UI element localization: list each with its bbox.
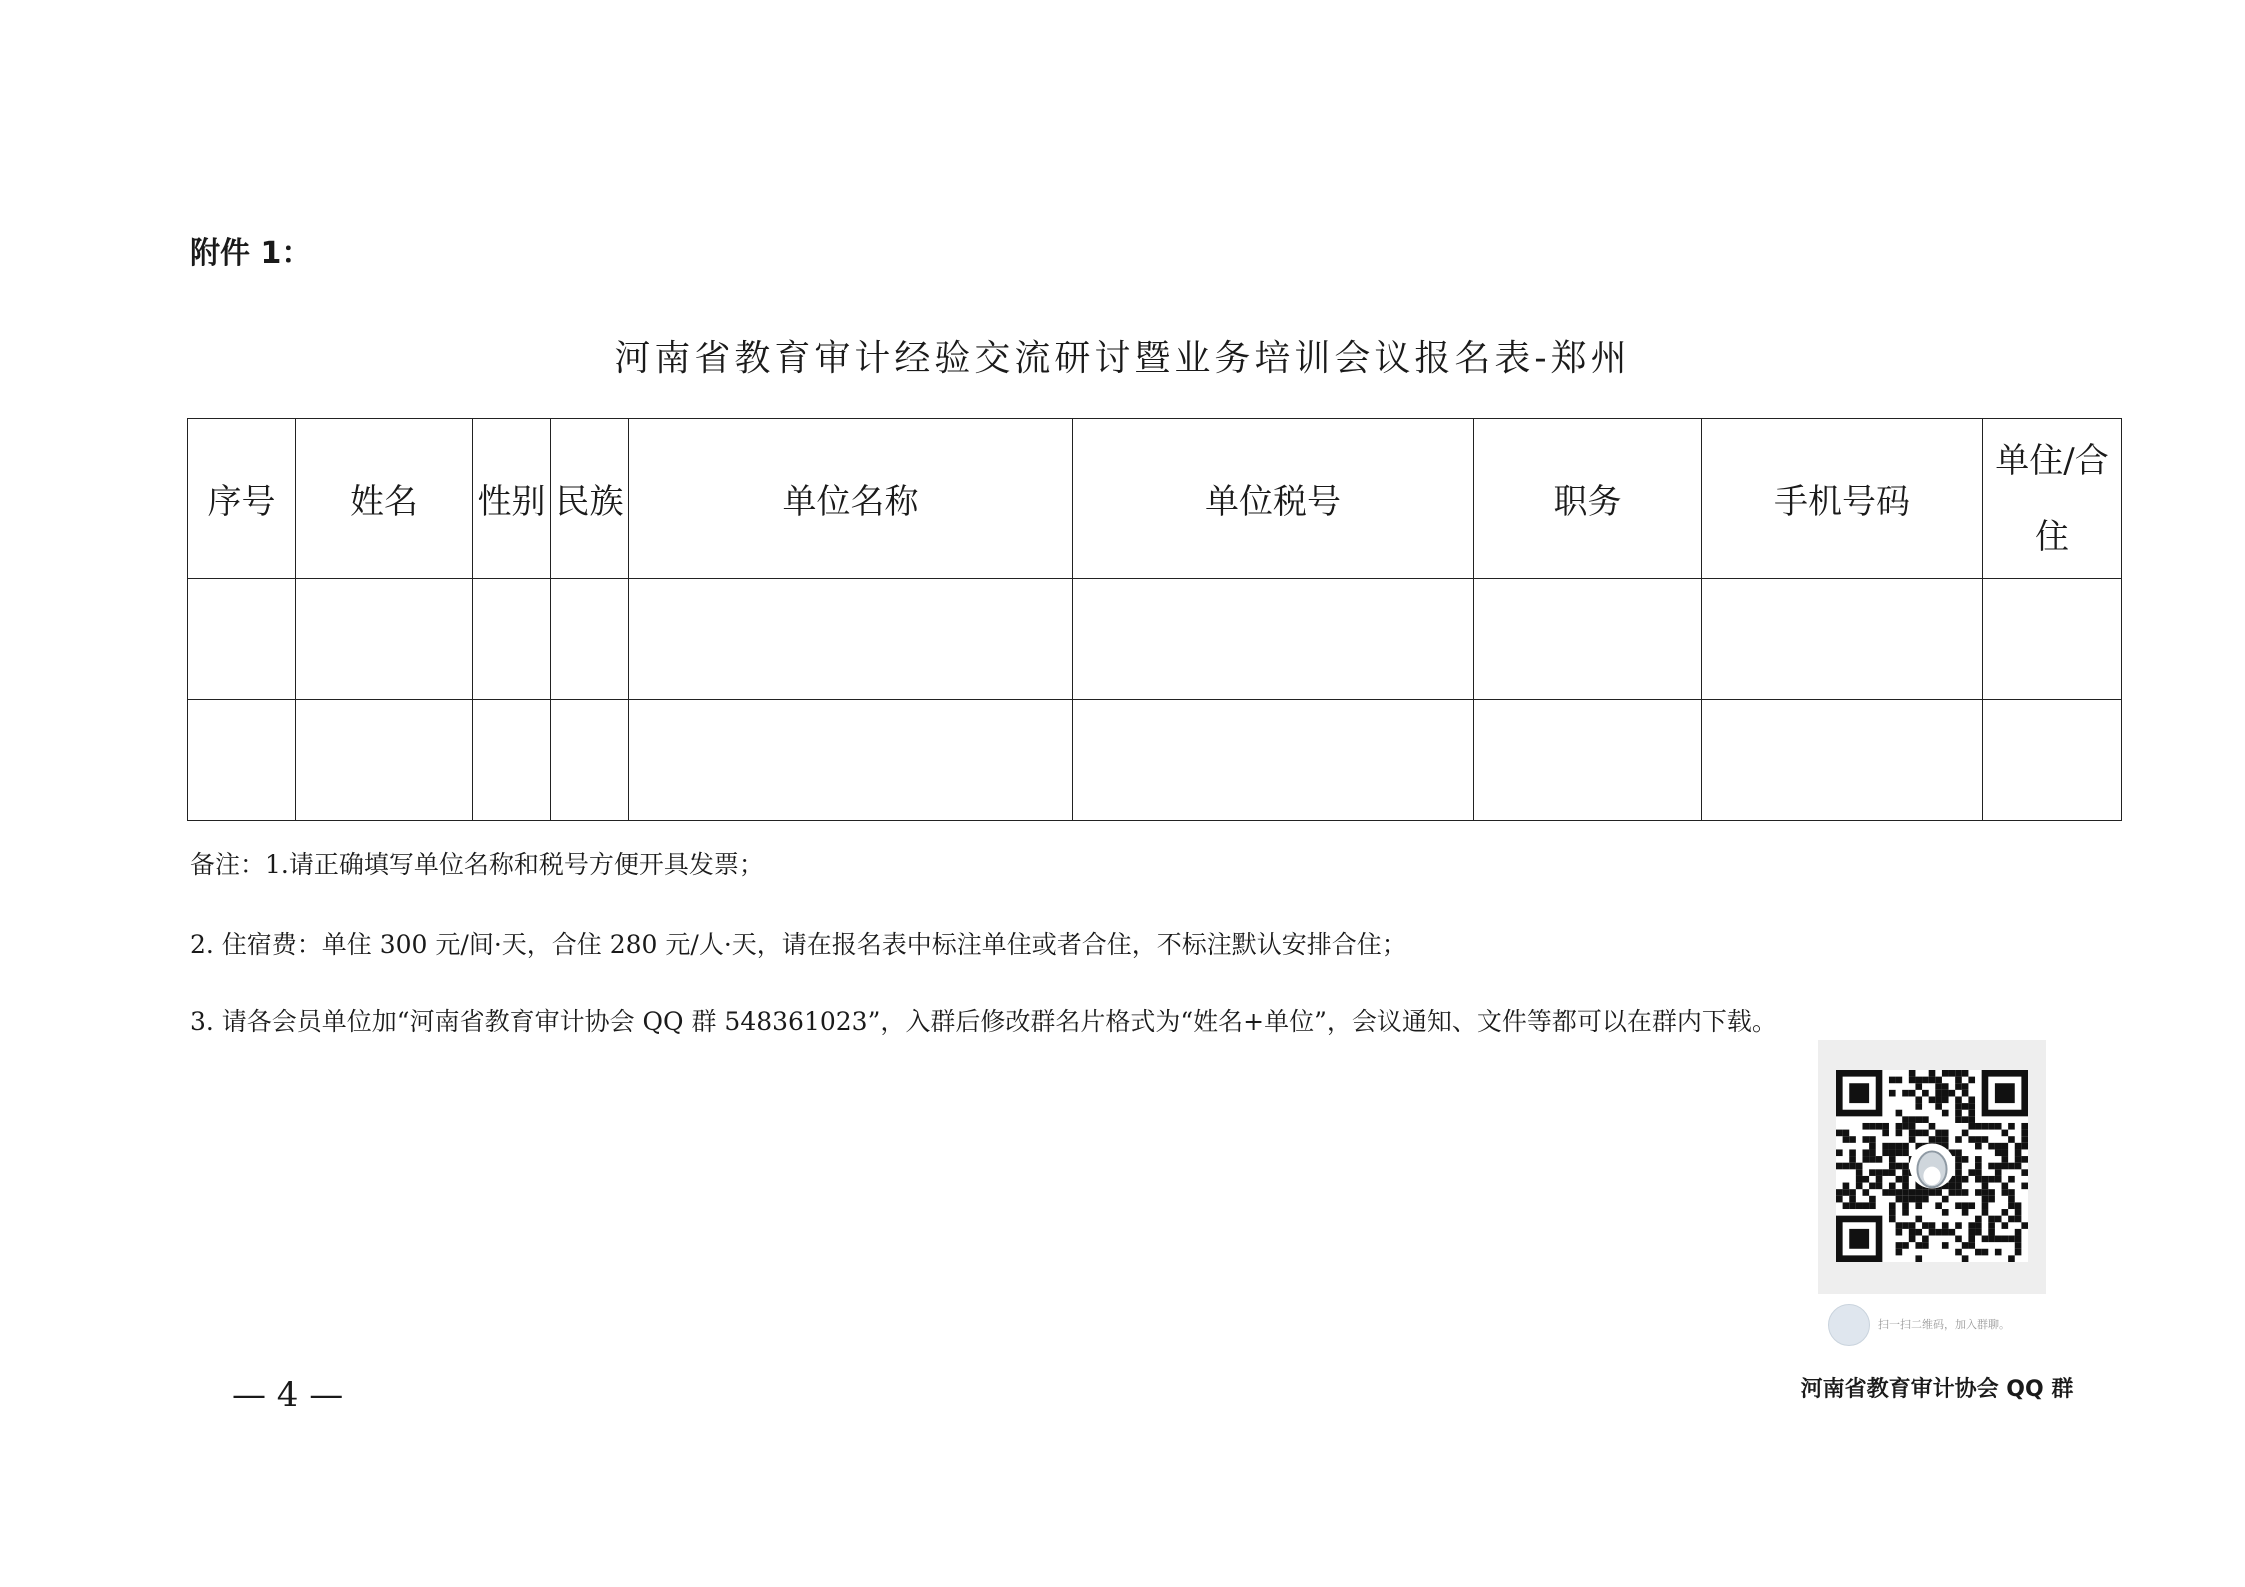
header-ethnicity: 民族 — [551, 419, 629, 579]
table-row — [188, 700, 2122, 821]
avatar-icon — [1828, 1304, 1870, 1346]
cell-index[interactable] — [188, 700, 296, 821]
header-position: 职务 — [1474, 419, 1702, 579]
cell-room-type[interactable] — [1983, 579, 2122, 700]
header-index: 序号 — [188, 419, 296, 579]
qr-code-icon — [1836, 1070, 2028, 1262]
cell-position[interactable] — [1474, 700, 1702, 821]
note-3: 3. 请各会员单位加“河南省教育审计协会 QQ 群 548361023”，入群后修改群名片格式为“姓名+单位”，会议通知、文件等都可以在群内下载。 — [190, 1007, 1777, 1036]
cell-org-name[interactable] — [629, 700, 1073, 821]
header-tax-id: 单位税号 — [1073, 419, 1474, 579]
qq-group-qr-code — [1818, 1040, 2046, 1294]
header-name: 姓名 — [296, 419, 473, 579]
cell-phone[interactable] — [1702, 579, 1983, 700]
qr-caption-row — [1822, 1302, 2042, 1350]
header-room-type: 单住/合住 — [1983, 419, 2122, 579]
scan-hint: 扫一扫二维码，加入群聊。 — [1878, 1318, 2010, 1331]
cell-room-type[interactable] — [1983, 700, 2122, 821]
cell-position[interactable] — [1474, 579, 1702, 700]
qq-group-label: 河南省教育审计协会 QQ 群 — [1800, 1377, 2074, 1402]
attachment-label: 附件 1： — [190, 236, 312, 271]
cell-gender[interactable] — [473, 579, 551, 700]
page-number: — 4 — — [232, 1375, 344, 1415]
cell-tax-id[interactable] — [1073, 700, 1474, 821]
table-header-row — [188, 419, 2122, 579]
qq-penguin-icon — [1909, 1143, 1954, 1188]
cell-gender[interactable] — [473, 700, 551, 821]
cell-tax-id[interactable] — [1073, 579, 1474, 700]
cell-ethnicity[interactable] — [551, 700, 629, 821]
table-row — [188, 579, 2122, 700]
cell-org-name[interactable] — [629, 579, 1073, 700]
cell-index[interactable] — [188, 579, 296, 700]
form-title: 河南省教育审计经验交流研讨暨业务培训会议报名表-郑州 — [614, 338, 1631, 379]
cell-name[interactable] — [296, 579, 473, 700]
note-1: 备注：1.请正确填写单位名称和税号方便开具发票； — [190, 850, 764, 879]
header-gender: 性别 — [473, 419, 551, 579]
header-phone: 手机号码 — [1702, 419, 1983, 579]
cell-ethnicity[interactable] — [551, 579, 629, 700]
cell-name[interactable] — [296, 700, 473, 821]
cell-phone[interactable] — [1702, 700, 1983, 821]
note-2: 2. 住宿费：单住 300 元/间·天，合住 280 元/人·天，请在报名表中标注单住或者合住，不标注默认安排合住； — [190, 930, 1407, 959]
registration-table — [187, 418, 2122, 821]
header-org-name: 单位名称 — [629, 419, 1073, 579]
